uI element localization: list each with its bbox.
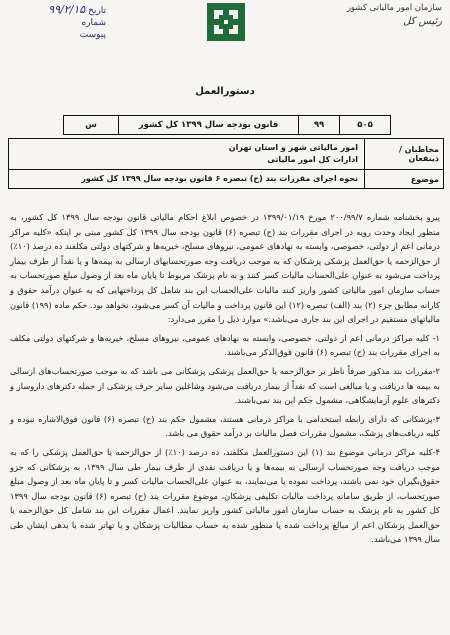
- reference-bar: [63, 115, 391, 135]
- clause-2: ۲-مقررات بند مذکور صرفاً ناظر بر حق‌الزحمه یا حق‌العمل پزشکی پزشکانی می باشد که به موجب صورتحساب‌های ارسالی به بیمه ها دریافت و یا مبالغی است که نقداً از بیمار دریافت می‌شود وشاغلین سایر حرف پزشکی از جمله دکترهای داروساز و دکترهای علوم آزمایشگاهی، مشمول حکم این بند نمی‌باشند.: [10, 365, 440, 406]
- ref-code: ۵۰۵: [339, 116, 390, 134]
- clause-4: ۴-کلیه مراکز درمانی موضوع بند (۱) این دستورالعمل مکلفند، ده درصد (۱۰٪) از حق‌الزحمه یا حق‌العمل پزشکی را که به موجب دریافت وجه صورتحساب ارسالی به بیمه‌ها و یا دریافت نقدی از طرف بیمار طی سال ۱۳۹۹، به پزشکانی که جزو حقوق‌بگیران خود نمی باشند، پرداخت نموده یا می‌نمایند، به عنوان علی‌الحساب مالیات کسر و تا پایان ماه بعد از وصول مبلغ صورتحساب، از طریق سامانه پرداخت مالیات تکلیفی پزشکان، موضوع مقررات بند (ح) تبصره (۶) قانون بودجه سال ۱۳۹۹ کل کشور به نام پزشک به حساب سازمان امور مالیاتی کشور واریز نمایند. اعمال مقررات این بند شامل کل حق‌الزحمه یا حق‌العمل پزشکان اعم از مبالغ پرداخت شده یا منظور شده به حساب مطالبات پزشکان و یا تهاتر شده با بدهی ایشان طی سال ۱۳۹۹ می‌باشد.: [10, 446, 440, 545]
- attachment-label: پیوست: [79, 30, 106, 40]
- ref-letter: س: [85, 120, 97, 130]
- date-value: ۹۹/۲/۱۵: [48, 3, 86, 16]
- document-body: [10, 210, 440, 551]
- audience-line-2: ادارات کل امور مالیاتی: [267, 155, 358, 164]
- audience-value: [9, 139, 364, 169]
- intro-paragraph: پیرو بخشنامه شماره ۲۰۰/۹۹/۷ مورخ ۱۳۹۹/۰۱/۱۹ در خصوص ابلاغ احکام مالیاتی قانون بودجه سال ۱۳۹۹ کل کشور، به منظور ایجاد وحدت رویه در اجرای مقررات بند (ح) تبصره (۶) قانون بودجه سال ۱۳۹۹ کل کشور مبنی بر اینکه «کلیه مراکز درمانی اعم از دولتی، خصوصی، وابسته به نهادهای عمومی، نیروهای مسلح، خیریه‌ها و شرکتهای دولتی مکلفند ده درصد (۱۰٪) از حق‌الزحمه یا حق‌العمل پزشکی پزشکان که به موجب دریافت وجه صورتحسابهای ارسالی به بیمه‌ها و یا نقداً از طرف بیمار پرداخت می‌شود به عنوان علی‌الحساب مالیات کسر کنند و به نام پزشک مربوط تا پایان ماه بعد از وصول مبلغ صورتحساب به حساب سازمان امور مالیاتی کشور واریز کنند مالیات علی‌الحساب این بند شامل کل پرداختهایی که به عنوان درآمد حقوق و کارانه مطابق جزء (۲) بند (الف) تبصره (۱۲) این قانون پرداخت و مالیات آن کسر می‌شود، نخواهد بود. حکم ماده (۱۹۹) قانون مالیاتهای مستقیم در اجرای این بند جاری می‌باشد.» موارد ذیل را مقرر می‌دارد:: [10, 212, 440, 325]
- audience-row: [9, 139, 443, 170]
- ref-subject: قانون بودجه سال ۱۳۹۹ کل کشور: [118, 116, 298, 134]
- ref-year-code: ۹۹: [298, 116, 339, 134]
- document-title: دستورالعمل: [195, 86, 255, 97]
- audience-label: مخاطبان / ذینفعان: [364, 139, 443, 169]
- letter-header-fields: [36, 4, 106, 41]
- audience-line-1: امور مالیاتی شهر و استان تهران: [228, 143, 358, 152]
- clause-1: ۱- کلیه مراکز درمانی اعم از دولتی، خصوصی، وابسته به نهادهای عمومی، نیروهای مسلح، خیریه‌ها و شرکتهای دولتی مکلف به اجرای مقررات بند (ح) تبصره (۶) قانون فوق‌الذکر می‌باشند.: [10, 332, 440, 358]
- signatory-title: رئیس کل: [403, 16, 442, 27]
- number-label: شماره: [81, 18, 106, 28]
- subject-label: موضوع: [364, 170, 443, 188]
- metadata-table: [8, 138, 444, 189]
- issuer-block: [332, 2, 442, 28]
- subject-row: [9, 170, 443, 188]
- organization-logo-icon: [206, 2, 246, 42]
- organization-name: سازمان امور مالیاتی کشور: [346, 3, 442, 13]
- date-label: تاریخ: [88, 6, 106, 16]
- subject-value: نحوه اجرای مقررات بند (ح) تبصره ۶ قانون بودجه سال ۱۳۹۹ کل کشور: [81, 174, 358, 183]
- clause-3: ۳-پزشکانی که دارای رابطه استخدامی با مراکز درمانی هستند، مشمول حکم بند (ح) تبصره (۶) قانون فوق‌الاشاره نبوده و کلیه دریافت‌های پزشک، مشمول مقررات فصل مالیات بر درآمد حقوق می باشد.: [10, 413, 440, 439]
